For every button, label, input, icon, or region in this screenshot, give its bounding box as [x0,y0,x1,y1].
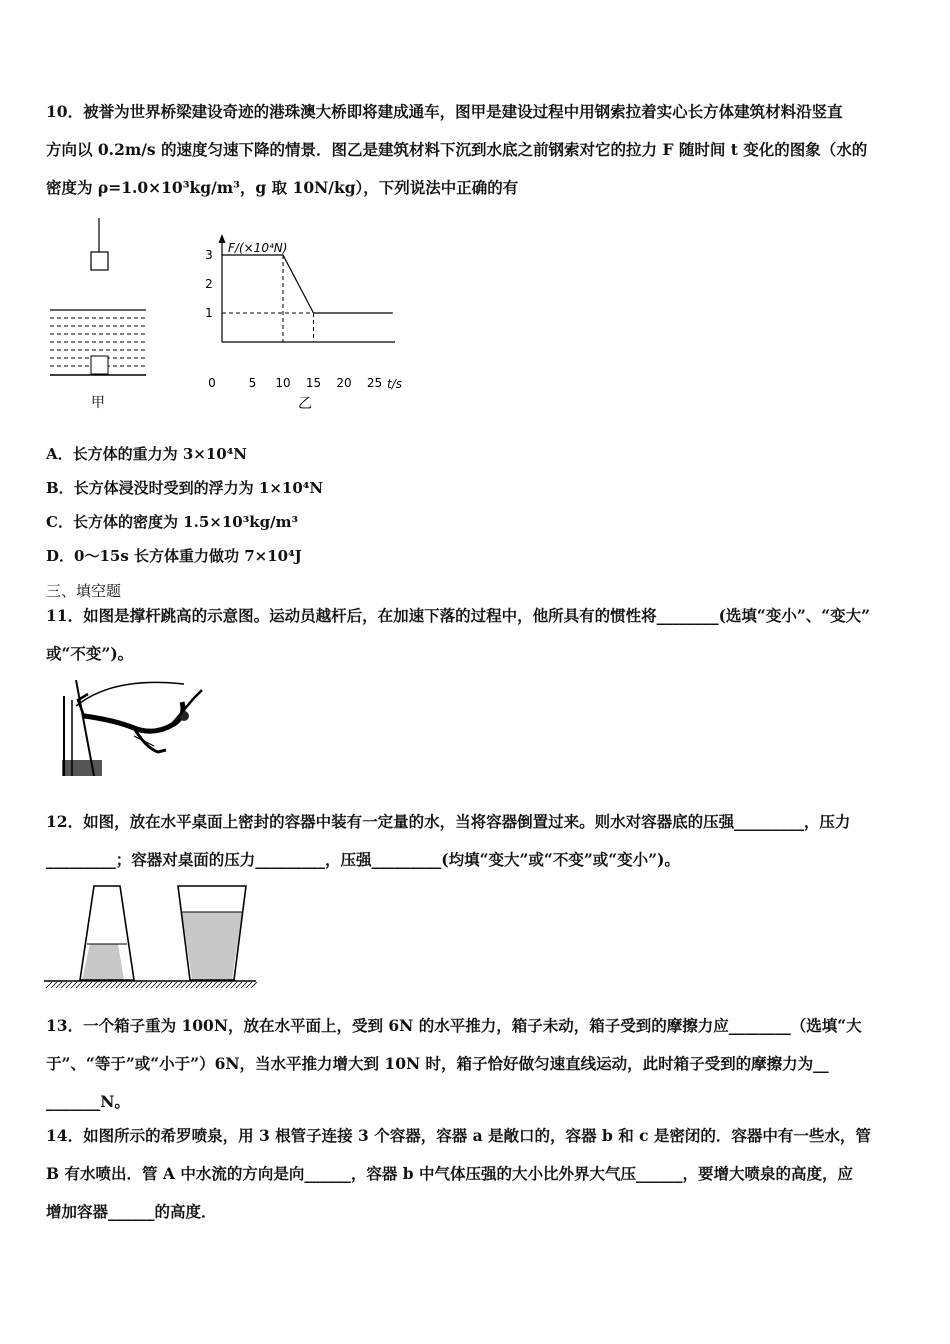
hatch-line [101,982,107,988]
hatch-line [161,982,167,988]
landing-box [62,760,102,776]
water-tank [50,310,146,375]
q13-line-1: 13．一个箱子重为 100N，放在水平面上，受到 6N 的水平推力，箱子未动，箱子受到的摩擦力应________（选填“大 [46,1016,862,1035]
q14-line-2: B 有水喷出．管 A 中水流的方向是向______，容器 b 中气体压强的大小比外界大气压______，要增大喷泉的高度，应 [46,1164,853,1183]
x-tick-label: 0 [208,376,216,390]
q11-line-2: 或“不变”)。 [46,644,134,663]
figure-yi-chart [195,232,425,417]
block-at-bottom [91,356,108,374]
q14-line-3: 增加容器______的高度． [46,1202,217,1221]
hatch-line [181,982,187,988]
q13-line-2: 于”、“等于”或“小于”）6N，当水平推力增大到 10N 时，箱子恰好做匀速直线运动，此时箱子受到的摩擦力为__ [46,1054,829,1073]
x-tick-label: 5 [248,376,257,390]
q12-line-1: 12．如图，放在水平桌面上密封的容器中装有一定量的水，当将容器倒置过来。则水对容器底的压强_________，压力 [46,812,851,831]
q10-option-d: D．0～15s 长方体重力做功 7×10⁴J [46,547,302,565]
figure-jia [46,218,156,413]
y-axis-label: F/(×10⁴N) [228,241,288,255]
hatch-line [106,982,112,988]
hatch-line [46,982,52,988]
hatch-line [191,982,197,988]
hatch-line [96,982,102,988]
hatch-line [251,982,257,988]
hatch-line [211,982,217,988]
hatch-line [196,982,202,988]
q12-line-2: _________；容器对桌面的压力_________，压强_________(均填“变大”或“不变”或“变小”)。 [46,850,680,869]
hatch-line [86,982,92,988]
q10-line-3: 密度为 ρ=1.0×10³kg/m³，g 取 10N/kg），下列说法中正确的有 [46,178,519,197]
hatch-line [146,982,152,988]
x-axis-label: t/s [387,377,402,391]
x-tick-label: 20 [336,376,352,390]
hatch-line [201,982,207,988]
y-axis-arrow [219,234,226,243]
section-title: 三、填空题 [46,582,122,600]
hatch-line [116,982,122,988]
container-upright [80,886,134,980]
x-tick-label: 25 [366,376,383,390]
series-line-F [222,255,393,313]
hatch-line [166,982,172,988]
hatch-line [151,982,157,988]
hatch-line [241,982,247,988]
pole-vault-figure [54,676,214,778]
hatch-line [236,982,242,988]
hatch-line [231,982,237,988]
hatch-line [76,982,82,988]
figure-jia-label: 甲 [91,395,105,411]
q10-option-c: C．长方体的密度为 1.5×10³kg/m³ [46,513,299,531]
hatch-line [141,982,147,988]
hatch-line [176,982,182,988]
hatch-line [216,982,222,988]
hatch-line [111,982,117,988]
y-tick-label: 2 [205,277,213,291]
hatch-line [56,982,62,988]
x-tick-label: 15 [305,376,322,390]
hatch-line [156,982,162,988]
hatch-line [221,982,227,988]
hatch-line [186,982,192,988]
hatch-line [246,982,252,988]
q10-option-b: B．长方体浸没时受到的浮力为 1×10⁴N [46,479,324,497]
hatch-line [81,982,87,988]
x-tick-label: 10 [275,376,291,390]
hatch-line [61,982,67,988]
q10-line-1: 10．被誉为世界桥梁建设奇迹的港珠澳大桥即将建成通车，图甲是建设过程中用钢索拉着实心长方体建筑材料沿竖直 [46,102,843,121]
figure-yi-label: 乙 [298,396,312,412]
hatch-line [51,982,57,988]
y-tick-label: 1 [205,306,213,320]
hatch-line [66,982,72,988]
q10-option-a: A．长方体的重力为 3×10⁴N [46,445,248,463]
hatch-line [171,982,177,988]
hatch-line [91,982,97,988]
hatch-line [126,982,132,988]
y-tick-label: 3 [205,248,213,262]
container-inverted [178,886,246,980]
table-hatching [46,982,257,988]
q13-line-3: _______N。 [46,1092,130,1111]
q10-line-2: 方向以 0.2m/s 的速度匀速下降的情景．图乙是建筑材料下沉到水底之前钢索对它的拉力 F 随时间 t 变化的图象（水的 [46,140,868,159]
containers-figure [44,882,260,992]
hatch-line [136,982,142,988]
crossbar-arc [76,682,184,706]
hatch-line [206,982,212,988]
hatch-line [121,982,127,988]
block-in-air [91,252,108,270]
hatch-line [226,982,232,988]
hatch-line [71,982,77,988]
q14-line-1: 14．如图所示的希罗喷泉，用 3 根管子连接 3 个容器，容器 a 是敞口的，容器 b 和 c 是密闭的．容器中有一些水，管 [46,1126,871,1145]
athlete-body [84,702,183,731]
q11-line-1: 11．如图是撑杆跳高的示意图。运动员越杆后，在加速下落的过程中，他所具有的惯性将________(选填“变小”、“变大” [46,606,871,625]
hatch-line [131,982,137,988]
